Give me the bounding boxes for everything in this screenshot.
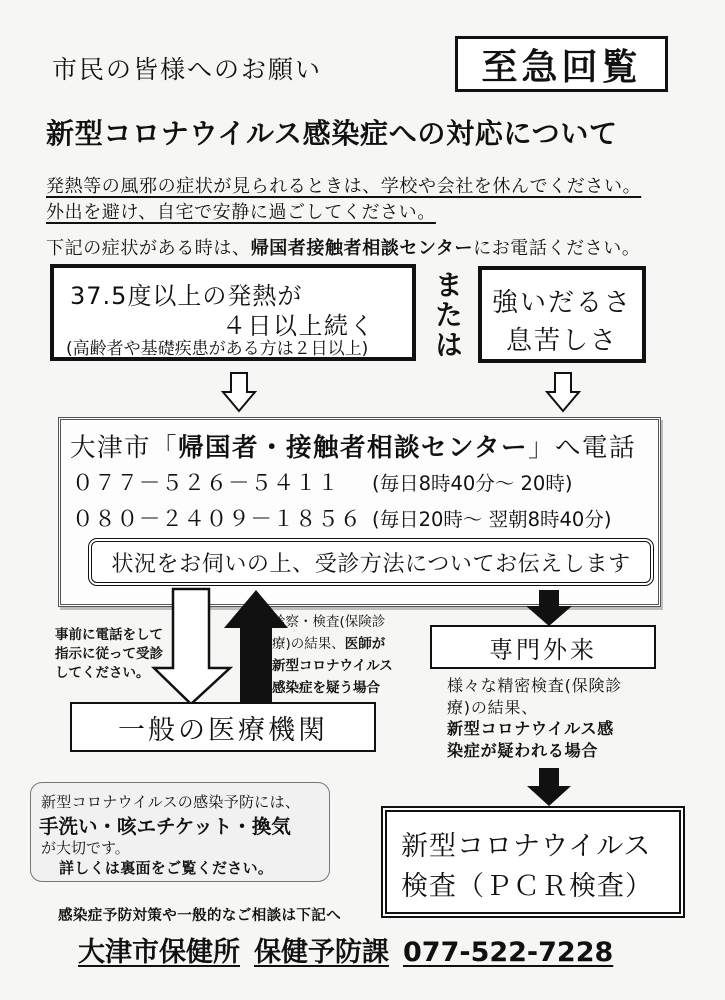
guidance-box (88, 538, 654, 586)
fever-note: (高齢者や基礎疾患がある方は２日以上) (66, 339, 369, 359)
condition-line: 診察・検査(保険診 (272, 614, 386, 630)
pcr-test-box (381, 806, 685, 918)
outline-down-arrow-icon (152, 588, 232, 706)
other-symptoms-box (478, 266, 646, 363)
prevention-line-3: が大切です。 (41, 839, 130, 857)
contact-office: 大津市保健所 (78, 937, 240, 968)
phone-number: ０７７－５２６－５４１１ (72, 471, 340, 496)
urgent-circulation-badge (455, 36, 668, 92)
general-clinic-instruction (55, 626, 163, 683)
doctor-suspects-condition (272, 611, 393, 699)
phone-row (72, 502, 611, 533)
outline-down-arrow-icon (546, 372, 580, 412)
condition-line: 感染症を疑う場合 (272, 680, 380, 696)
heading-suffix: 」へ電話 (528, 433, 637, 463)
specialist-clinic-label: 専門外来 (489, 635, 597, 664)
request-heading: 市民の皆様へのお願い (52, 55, 323, 84)
specialist-clinic-box (430, 625, 656, 669)
prevention-line-1: 新型コロナウイルスの感染予防には、 (41, 793, 301, 811)
black-down-arrow-icon (526, 590, 572, 626)
condition-line (272, 633, 393, 655)
fatigue-symptom: 強いだるさ (491, 288, 632, 318)
general-clinic-box (70, 702, 376, 752)
condition-line: 染症が疑われる場合 (447, 740, 599, 760)
specialist-condition (447, 675, 622, 761)
or-label: または (431, 270, 464, 360)
condition-line: 新型コロナウイルス感 (447, 719, 615, 738)
phone-row (72, 466, 572, 497)
contact-line (78, 930, 613, 969)
phone-hours: (毎日8時40分～ 20時) (372, 472, 573, 495)
consultation-center-heading (70, 428, 636, 464)
condition-emphasis: 医師が (344, 636, 386, 652)
call-instruction (46, 234, 641, 260)
guidance-text: 状況をお伺いの上、受診方法についてお伝えします (111, 551, 631, 577)
prevention-box (30, 782, 330, 882)
phone-number: ０８０－２４０９－１８５６ (72, 507, 362, 532)
breathlessness-symptom: 息苦しさ (505, 326, 618, 356)
stay-home-line-1: 発熱等の風邪の症状が見られるときは、学校や会社を休んでください。 (46, 176, 642, 197)
contact-department: 保健予防課 (254, 937, 389, 968)
heading-prefix: 大津市「 (70, 433, 179, 463)
pcr-test-line-2: 検査（ＰＣＲ検査） (401, 871, 653, 902)
pcr-test-line-1: 新型コロナウイルス (401, 831, 652, 862)
page-title: 新型コロナウイルス感染症への対応について (46, 117, 618, 150)
contact-intro: 感染症予防対策や一般的なご相談は下記へ (58, 908, 342, 924)
urgent-badge-label: 至急回覧 (481, 46, 642, 88)
call-instruction-suffix: にお電話ください。 (473, 238, 641, 259)
heading-center-name: 帰国者・接触者相談センター (178, 433, 528, 463)
condition-line: 療)の結果、 (447, 697, 539, 717)
call-instruction-prefix: 下記の症状がある時は、 (46, 238, 251, 259)
fever-symptom-box (50, 264, 416, 361)
condition-line: 新型コロナウイルス (272, 658, 393, 674)
consultation-center-box (58, 417, 661, 607)
condition-line: 様々な精密検査(保険診 (447, 676, 623, 695)
prevention-line-4: 詳しくは裏面をご覧ください。 (59, 859, 274, 877)
outline-down-arrow-icon (222, 372, 256, 412)
instruction-line: 事前に電話をして (55, 627, 163, 643)
fever-line-2: ４日以上続く (222, 312, 375, 340)
prevention-emphasis: 手洗い・咳エチケット・換気 (39, 815, 291, 838)
instruction-line: してください。 (55, 665, 150, 681)
stay-home-line-2: 外出を避け、自宅で安静に過ごしてください。 (46, 202, 436, 223)
instruction-line: 指示に従って受診 (55, 646, 163, 662)
contact-phone: 077-522-7228 (403, 937, 614, 968)
call-center-name: 帰国者接触者相談センター (250, 238, 474, 259)
general-clinic-label: 一般の医療機関 (118, 714, 328, 746)
fever-line-1: 37.5度以上の発熱が (70, 282, 303, 310)
phone-hours: (毎日20時～ 翌朝8時40分) (372, 508, 612, 531)
condition-text: 療)の結果、 (272, 636, 345, 652)
black-down-arrow-icon (527, 768, 571, 806)
